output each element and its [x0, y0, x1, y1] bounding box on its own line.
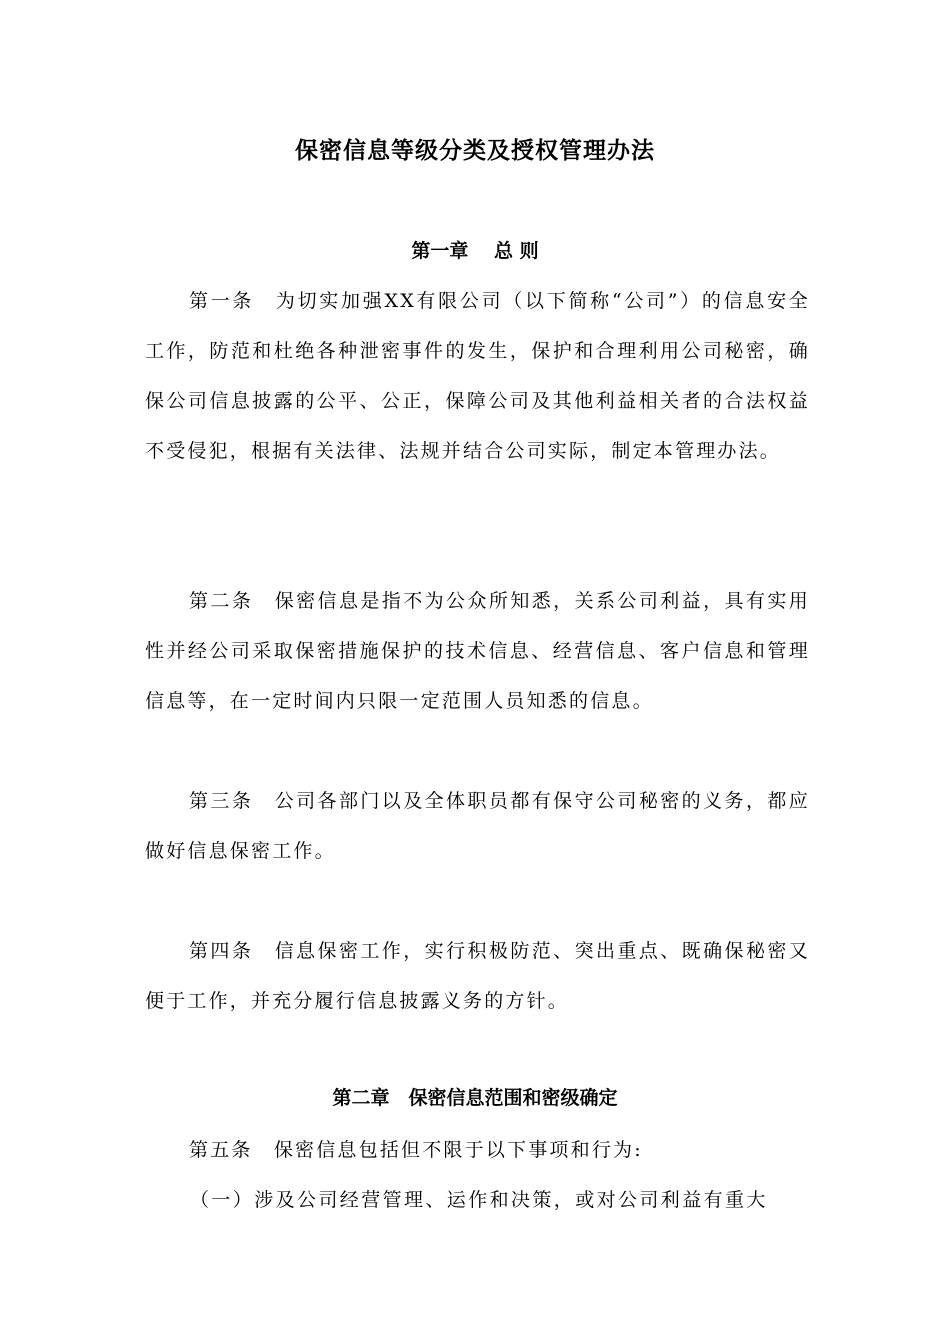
document-title: 保密信息等级分类及授权管理办法: [295, 138, 655, 164]
article-5-label: 第五条: [189, 1139, 253, 1161]
article-1: [145, 276, 810, 476]
article-2: [145, 576, 810, 726]
list-item: （一）涉及公司经营管理、运作和决策，或对公司利益有重大: [190, 1189, 768, 1211]
article-5: [145, 1125, 810, 1175]
chapter-1-heading: 第一章 总 则: [411, 240, 539, 262]
article-4-text: 信息保密工作，实行积极防范、突出重点、既确保秘密又便于工作，并充分履行信息披露义务的方针。: [145, 940, 810, 1012]
article-2-label: 第二条: [189, 590, 254, 612]
article-1-text: 为切实加强XX有限公司（以下简称“公司”）的信息安全工作，防范和杜绝各种泄密事件的发生，保护和合理利用公司秘密，确保公司信息披露的公平、公正，保障公司及其他利益相关者的合法权益不受侵犯，根据有关法律、法规并结合公司实际，制定本管理办法。: [145, 290, 810, 462]
article-4: [145, 926, 810, 1026]
chapter-2-heading: 第二章 保密信息范围和密级确定: [332, 1087, 618, 1109]
article-3-label: 第三条: [189, 790, 254, 812]
article-5-text: 保密信息包括但不限于以下事项和行为:: [273, 1139, 643, 1161]
article-3-text: 公司各部门以及全体职员都有保守公司秘密的义务，都应做好信息保密工作。: [145, 790, 810, 862]
article-2-text: 保密信息是指不为公众所知悉，关系公司利益，具有实用性并经公司采取保密措施保护的技术信息、经营信息、客户信息和管理信息等，在一定时间内只限一定范围人员知悉的信息。: [145, 590, 810, 712]
article-4-label: 第四条: [189, 940, 254, 962]
article-1-label: 第一条: [189, 290, 255, 312]
article-3: [145, 776, 810, 876]
